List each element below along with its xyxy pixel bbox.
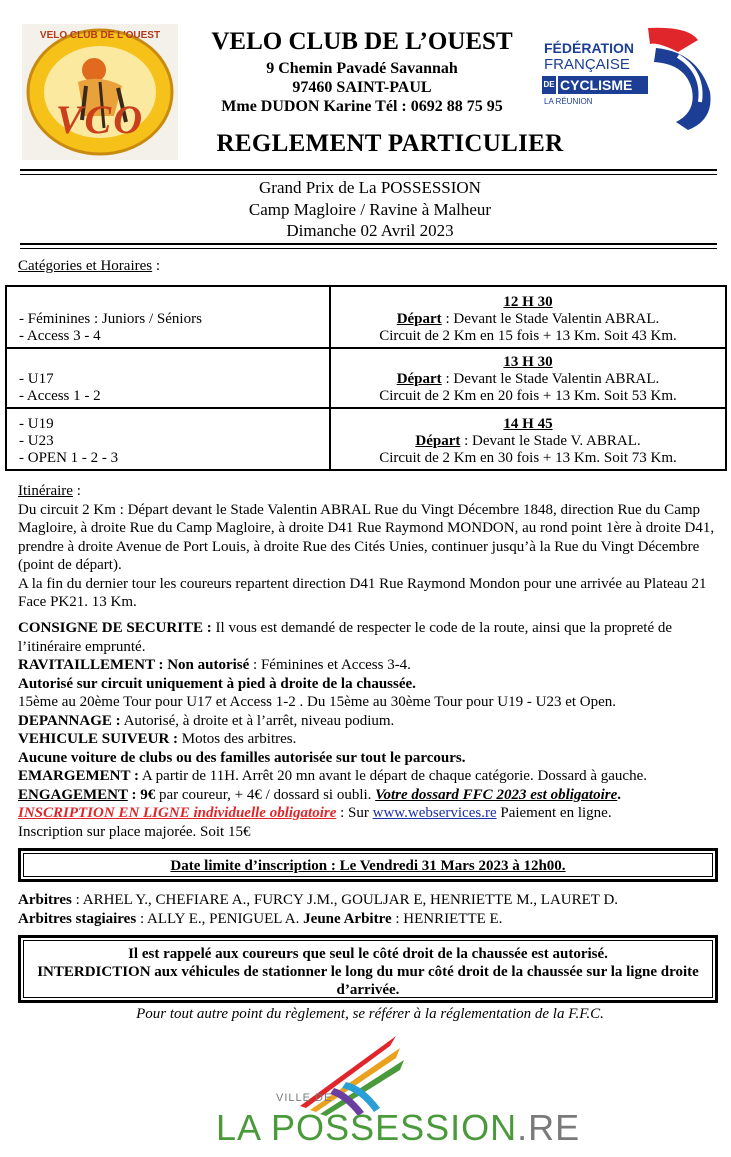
notice-content — [23, 940, 713, 998]
inscription-payment: Paiement en ligne. — [496, 805, 612, 821]
security-rule — [18, 619, 718, 656]
club-contact: Mme DUDON Karine Tél : 0692 88 75 95 — [221, 98, 503, 115]
deadline-box — [18, 848, 718, 882]
ravito-text: : Féminines et Access 3-4. — [249, 657, 411, 673]
engagement-price: 9€ — [140, 786, 156, 803]
depart-text: : Devant le Stade Valentin ABRAL. — [441, 371, 660, 387]
category-item: - Access 3 - 4 — [19, 328, 101, 344]
emargement-rule — [18, 767, 718, 786]
ffc-logo — [538, 22, 718, 134]
event-name: Grand Prix de La POSSESSION — [259, 178, 481, 197]
notice-line: Il est rappelé aux coureurs que seul le côté droit de la chaussée est autorisé. — [128, 946, 608, 962]
arbitres-section — [18, 891, 718, 928]
inscription-place: Inscription sur place majorée. Soit 15€ — [18, 823, 251, 840]
inscription-rule — [18, 804, 718, 823]
depart-text: : Devant le Stade Valentin ABRAL. — [441, 311, 660, 327]
schedule-row — [6, 286, 726, 348]
depannage-label: DEPANNAGE : — [18, 712, 121, 729]
club-logo-letters: VCO — [55, 97, 145, 142]
vehicule-text: Motos des arbitres. — [178, 731, 297, 747]
ravito-allowed: Autorisé sur circuit uniquement à pied à droite de la chaussée. — [18, 675, 416, 692]
ffc-logo-line1: FÉDÉRATION — [544, 40, 634, 56]
jeune-arbitre-label: Jeune Arbitre — [303, 910, 392, 927]
start-time: 13 H 30 — [503, 354, 553, 370]
divider — [20, 248, 717, 249]
club-logo — [22, 24, 178, 160]
category-item: - OPEN 1 - 2 - 3 — [19, 450, 119, 466]
club-name: VELO CLUB DE L’OUEST — [211, 28, 513, 55]
arbitres-line — [18, 891, 718, 910]
vehicule-rule — [18, 730, 718, 749]
depart-info — [335, 433, 721, 450]
club-address-city: 97460 SAINT-PAUL — [292, 79, 432, 96]
deadline-text: Date limite d’inscription : Le Vendredi 31 Mars 2023 à 12h00. — [23, 853, 713, 877]
event-location: Camp Magloire / Ravine à Malheur — [248, 200, 492, 219]
category-item: - Féminines : Juniors / Séniors — [19, 311, 202, 327]
schedule-details — [330, 408, 726, 470]
engagement-label: ENGAGEMENT — [18, 786, 128, 803]
itinerary-text: Du circuit 2 Km : Départ devant le Stade Valentin ABRAL Rue du Vingt Décembre 1848, direction Rue du Camp Magloire, à droite Rue du Camp Magloire, à droite D41 Rue Raymond MONDON, au rond point 1ère à droite D41, prendre à droite Avenue de Port Louis, à droite Rue des Cités Unies, continuer jusqu’à la Rue du Vingt Décembre (point de départ). — [18, 501, 715, 573]
circuit-info: Circuit de 2 Km en 30 fois + 13 Km. Soit 73 Km. — [379, 450, 677, 466]
schedule-row — [6, 348, 726, 408]
categories-heading — [18, 258, 160, 275]
categories-label: Catégories et Horaires — [18, 258, 153, 274]
security-text: Il vous est demandé de respecter le code de la route, ainsi que la propreté de l’itinéraire emprunté. — [18, 620, 673, 655]
schedule-details — [330, 348, 726, 408]
depart-label: Départ — [415, 433, 461, 449]
emargement-text: A partir de 11H. Arrêt 20 mn avant le départ de chaque catégorie. Dossard à gauche. — [138, 768, 647, 784]
ffc-logo-de: DE — [542, 76, 556, 94]
itinerary-label-colon: : — [72, 483, 81, 499]
start-time: 14 H 45 — [503, 416, 553, 432]
emargement-label: EMARGEMENT : — [18, 768, 139, 784]
notice-box — [18, 935, 718, 1003]
club-address-street: 9 Chemin Pavadé Savannah — [266, 60, 458, 77]
itinerary-section — [18, 482, 718, 612]
category-item: - U17 — [19, 371, 54, 387]
divider — [20, 243, 717, 245]
possession-logo-suffix: .RE — [517, 1107, 581, 1148]
engagement-text: par coureur, + 4€ / dossard si oubli. — [155, 786, 376, 803]
arbitres-label: Arbitres — [18, 892, 72, 908]
ffc-logo-line2: FRANÇAISE — [544, 56, 630, 73]
ffc-logo-line4: LA RÉUNION — [544, 97, 593, 106]
engagement-colon: : — [127, 786, 141, 803]
arbitres-stagiaires-line — [18, 910, 718, 929]
inscription-text: : Sur — [336, 805, 373, 821]
schedule-categories — [6, 286, 330, 348]
categories-label-colon: : — [152, 258, 161, 274]
inscription-label: INSCRIPTION EN LIGNE individuelle obligatoire — [18, 805, 337, 821]
notice-line: INTERDICTION aux véhicules de stationner le long du mur côté droit de la chaussée sur la ligne droite d’arrivée. — [37, 964, 699, 998]
arbitres-text: : ARHEL Y., CHEFIARE A., FURCY J.M., GOULJAR E, HENRIETTE M., LAURET D. — [71, 892, 619, 908]
page-title: REGLEMENT PARTICULIER — [216, 130, 564, 157]
schedule-details — [330, 286, 726, 348]
divider — [20, 174, 717, 175]
club-logo-text: VELO CLUB DE L'OUEST — [39, 30, 161, 41]
stagiaires-label: Arbitres stagiaires — [18, 910, 137, 927]
circuit-info: Circuit de 2 Km en 15 fois + 13 Km. Soit 43 Km. — [379, 328, 677, 344]
category-item: - U23 — [19, 433, 54, 449]
possession-logo-wordmark — [216, 1108, 580, 1148]
depart-label: Départ — [396, 371, 442, 387]
vehicule-restriction: Aucune voiture de clubs ou des familles autorisée sur tout le parcours. — [18, 749, 466, 766]
start-time: 12 H 30 — [503, 294, 553, 310]
depart-text: : Devant le Stade V. ABRAL. — [460, 433, 641, 449]
engagement-rule — [18, 786, 718, 805]
circuit-info: Circuit de 2 Km en 20 fois + 13 Km. Soit 53 Km. — [379, 388, 677, 404]
ffc-logo-line3: CYCLISME — [558, 76, 648, 94]
schedule-categories — [6, 348, 330, 408]
engagement-end: . — [617, 786, 622, 803]
depart-label: Départ — [396, 311, 442, 327]
category-item: - U19 — [19, 416, 54, 432]
ravito-label: RAVITAILLEMENT : Non autorisé — [18, 657, 250, 673]
inscription-link[interactable]: www.webservices.re — [372, 805, 497, 821]
event-date: Dimanche 02 Avril 2023 — [286, 221, 454, 240]
depannage-text: Autorisé, à droite et à l’arrêt, niveau podium. — [120, 712, 395, 729]
ravito-rule — [18, 656, 718, 675]
security-label: CONSIGNE DE SECURITE : — [18, 620, 212, 636]
schedule-row — [6, 408, 726, 470]
stagiaires-text: : ALLY E., PENIGUEL A. — [136, 910, 304, 927]
itinerary-heading — [18, 482, 718, 501]
schedule-table — [5, 285, 727, 471]
schedule-categories — [6, 408, 330, 470]
ravito-tours: 15ème au 20ème Tour pour U17 et Access 1-2 . Du 15ème au 30ème Tour pour U19 - U23 et Open. — [18, 694, 617, 710]
itinerary-label: Itinéraire — [18, 483, 73, 499]
engagement-dossard: Votre dossard FFC 2023 est obligatoire — [375, 786, 618, 803]
depannage-rule — [18, 712, 718, 731]
depart-info — [335, 371, 721, 388]
possession-logo-name: LA POSSESSION — [216, 1107, 518, 1148]
divider — [20, 169, 717, 171]
possession-logo-prefix: VILLE DE — [276, 1092, 333, 1104]
possession-logo — [214, 1028, 581, 1150]
category-item: - Access 1 - 2 — [19, 388, 101, 404]
jeune-arbitre-text: : HENRIETTE E. — [391, 910, 503, 927]
footer-note: Pour tout autre point du règlement, se référer à la réglementation de la F.F.C. — [136, 1006, 604, 1022]
depart-info — [335, 311, 721, 328]
itinerary-finish: A la fin du dernier tour les coureurs repartent direction D41 Rue Raymond Mondon pour une arrivée au Plateau 21 Face PK21. 13 Km. — [18, 575, 707, 610]
rules-section — [18, 619, 718, 841]
vehicule-label: VEHICULE SUIVEUR : — [18, 731, 179, 747]
